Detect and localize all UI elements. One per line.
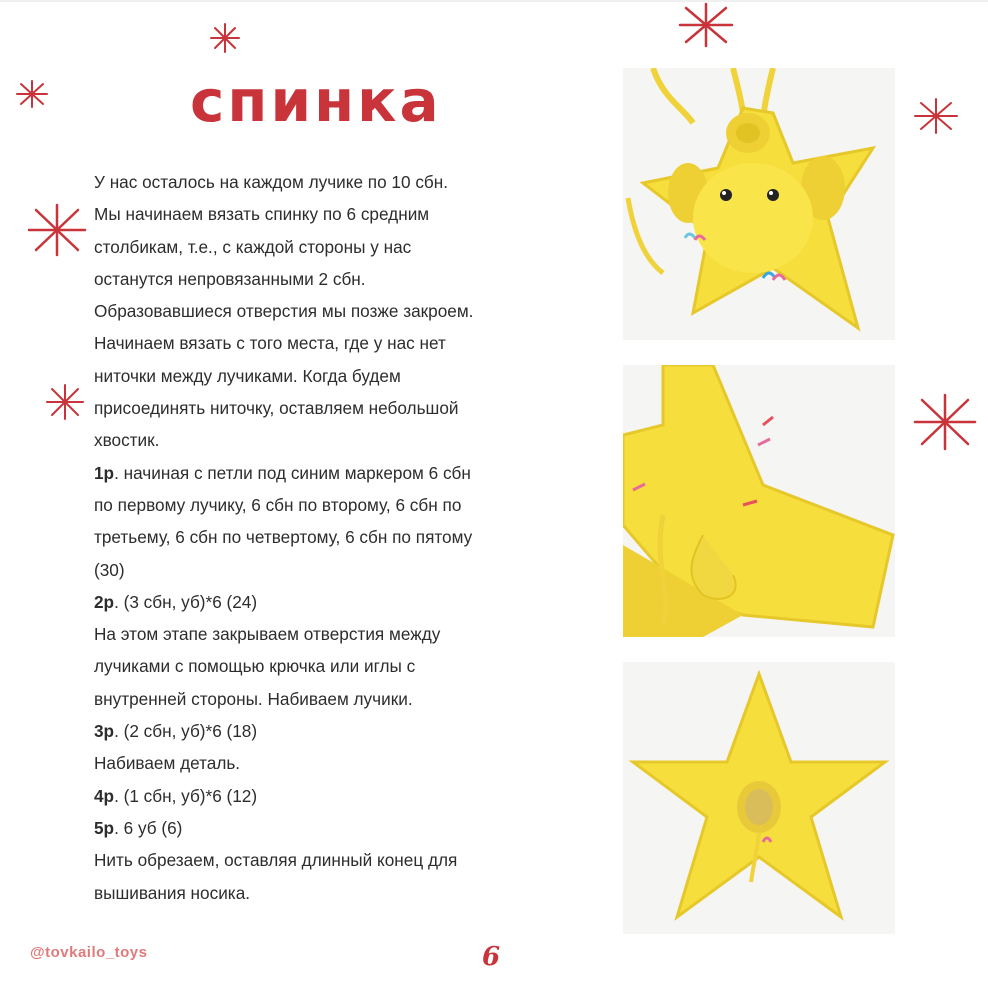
- instruction-line: [94, 360, 594, 392]
- instruction-text: останутся непровязанными 2 сбн.: [94, 268, 366, 289]
- instruction-line: [94, 457, 594, 489]
- instruction-text: хвостик.: [94, 430, 160, 451]
- sparkle-icon: [912, 392, 978, 452]
- instruction-line: [94, 554, 594, 586]
- instruction-text: столбикам, т.е., с каждой стороны у нас: [94, 236, 412, 257]
- photo-star-front-with-face: [623, 68, 895, 340]
- instruction-text: лучиками с помощью крючка или иглы с: [94, 656, 416, 677]
- instruction-line: [94, 521, 594, 553]
- instruction-line: [94, 231, 594, 263]
- instruction-line: [94, 327, 594, 359]
- instruction-line: [94, 424, 594, 456]
- instructions-text: [94, 166, 594, 909]
- star-back-illustration: [623, 662, 895, 934]
- instruction-text: . начиная с петли под синим маркером 6 сбн: [114, 462, 471, 483]
- instruction-text: присоединять ниточку, оставляем небольшой: [94, 398, 459, 419]
- row-label: 3р: [94, 721, 115, 742]
- instruction-text: Начинаем вязать с того места, где у нас нет: [94, 333, 446, 354]
- instruction-text: У нас осталось на каждом лучике по 10 сбн.: [94, 172, 449, 192]
- star-side-illustration: [623, 365, 895, 637]
- instruction-text: . 6 уб (6): [114, 817, 183, 838]
- sparkle-icon: [676, 2, 736, 48]
- instruction-line: [94, 198, 594, 230]
- instruction-text: Нить обрезаем, оставляя длинный конец для: [94, 850, 458, 871]
- instruction-text: третьему, 6 сбн по четвертому, 6 сбн по пятому: [94, 527, 473, 548]
- instruction-line: [94, 295, 594, 327]
- star-face-illustration: [623, 68, 895, 340]
- instruction-text: внутренней стороны. Набиваем лучики.: [94, 688, 413, 709]
- instruction-line: [94, 844, 594, 876]
- sparkle-icon: [207, 22, 243, 54]
- instruction-line: [94, 747, 594, 779]
- row-label: 1р: [94, 462, 115, 483]
- instruction-text: Набиваем деталь.: [94, 753, 241, 774]
- instruction-text: по первому лучику, 6 сбн по второму, 6 сбн по: [94, 494, 462, 515]
- instruction-line: [94, 586, 594, 618]
- author-handle: @tovkailo_toys: [30, 944, 148, 961]
- photo-star-side-view: [623, 365, 895, 637]
- instruction-line: [94, 683, 594, 715]
- instruction-line: [94, 263, 594, 295]
- instruction-text: вышивания носика.: [94, 882, 251, 903]
- instruction-text: . (2 сбн, уб)*6 (18): [114, 721, 258, 742]
- instruction-line: [94, 166, 594, 198]
- sparkle-icon: [14, 78, 50, 110]
- instruction-line: [94, 489, 594, 521]
- photo-star-back: [623, 662, 895, 934]
- page-title: спинка: [190, 67, 442, 135]
- instruction-text: . (3 сбн, уб)*6 (24): [114, 591, 258, 612]
- row-label: 4р: [94, 785, 115, 806]
- top-divider: [0, 0, 988, 2]
- instruction-text: Мы начинаем вязать спинку по 6 средним: [94, 204, 430, 225]
- sparkle-icon: [44, 382, 86, 422]
- instruction-text: . (1 сбн, уб)*6 (12): [114, 785, 258, 806]
- row-label: 2р: [94, 591, 115, 612]
- instruction-line: [94, 392, 594, 424]
- page-number: 6: [482, 942, 501, 972]
- instruction-text: (30): [94, 559, 125, 580]
- sparkle-icon: [26, 202, 88, 258]
- instruction-line: [94, 812, 594, 844]
- instruction-line: [94, 618, 594, 650]
- sparkle-icon: [912, 96, 960, 136]
- instruction-line: [94, 715, 594, 747]
- instruction-line: [94, 650, 594, 682]
- row-label: 5р: [94, 817, 115, 838]
- instruction-text: ниточки между лучиками. Когда будем: [94, 365, 401, 386]
- instruction-line: [94, 780, 594, 812]
- instruction-text: На этом этапе закрываем отверстия между: [94, 624, 441, 645]
- instruction-line: [94, 877, 594, 909]
- instruction-text: Образовавшиеся отверстия мы позже закроем.: [94, 301, 474, 322]
